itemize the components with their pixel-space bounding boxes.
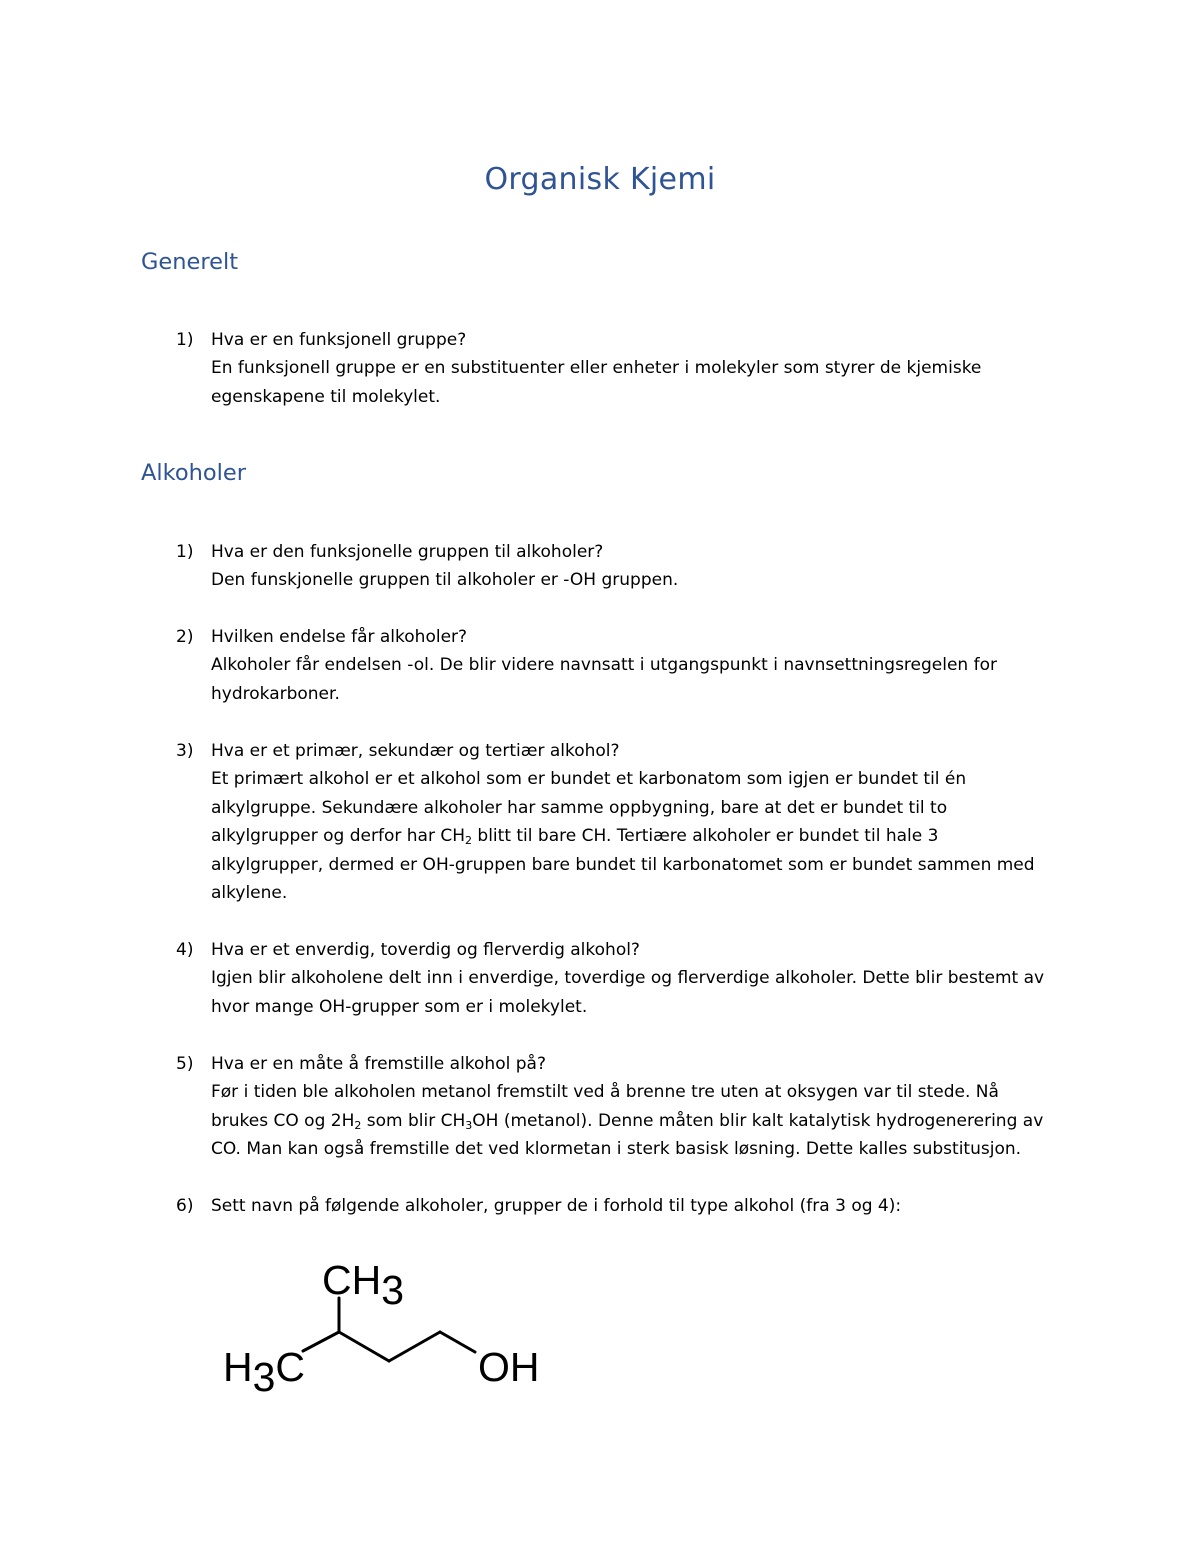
question-text: Hvilken endelse får alkoholer? — [211, 627, 468, 647]
answer-line: Alkoholer får endelsen -ol. De blir videre navnsatt i utgangspunkt i navnsettningsregelen for — [211, 655, 997, 676]
question-number: 2) — [176, 627, 194, 647]
question-block — [211, 326, 1081, 411]
question-number: 5) — [176, 1054, 194, 1074]
bond — [339, 1332, 389, 1361]
question-number: 1) — [176, 330, 194, 350]
question-block — [211, 737, 1081, 907]
bond — [389, 1332, 440, 1361]
question-text: Hva er en funksjonell gruppe? — [211, 330, 467, 350]
question-number: 4) — [176, 940, 194, 960]
answer-line: En funksjonell gruppe er en substituenter eller enheter i molekyler som styrer de kjemiske — [211, 358, 982, 379]
subscript: 3 — [465, 1118, 473, 1132]
hydroxyl-group-label: OH — [478, 1344, 540, 1390]
question-text: Hva er et primær, sekundær og tertiær alkohol? — [211, 741, 620, 761]
answer-line: alkylene. — [211, 883, 288, 904]
answer-line: Igjen blir alkoholene delt inn i enverdige, toverdige og flerverdige alkoholer. Dette blir bestemt av — [211, 968, 1045, 989]
text-run: blitt til bare CH. Tertiære alkoholer er bundet til hale 3 — [472, 826, 939, 847]
answer-line: Før i tiden ble alkoholen metanol fremstilt ved å brenne tre uten at oksygen var til stede. Nå — [211, 1082, 999, 1103]
text-run: som blir CH — [361, 1110, 466, 1131]
section-heading-generelt: Generelt — [141, 249, 239, 275]
answer-line: hydrokarboner. — [211, 683, 340, 704]
bond — [303, 1332, 339, 1351]
answer-line — [211, 1107, 1081, 1135]
question-block — [211, 623, 1081, 708]
question-text: Hva er en måte å fremstille alkohol på? — [211, 1054, 546, 1074]
document-title: Organisk Kjemi — [484, 162, 716, 197]
answer-line — [211, 822, 1081, 850]
question-block — [211, 1192, 1081, 1220]
answer-line: alkylgrupper, dermed er OH-gruppen bare bundet til karbonatomet som er bundet sammen med — [211, 854, 1035, 875]
text-run: brukes CO og 2H — [211, 1110, 355, 1131]
question-number: 6) — [176, 1196, 194, 1216]
section-heading-alkoholer: Alkoholer — [141, 460, 247, 486]
bond-oh — [440, 1332, 475, 1352]
question-text: Hva er et enverdig, toverdig og flerverdig alkohol? — [211, 940, 640, 960]
molecule-structure — [210, 1250, 570, 1400]
question-text: Hva er den funksjonelle gruppen til alkoholer? — [211, 542, 604, 562]
answer-line: Et primært alkohol er et alkohol som er bundet et karbonatom som igjen er bundet til én — [211, 769, 967, 790]
subscript: 2 — [354, 1118, 362, 1132]
subscript: 2 — [465, 834, 473, 848]
answer-line: CO. Man kan også fremstille det ved klormetan i sterk basisk løsning. Dette kalles substitusjon. — [211, 1139, 1022, 1160]
methyl-group-label: CH3 — [322, 1257, 405, 1313]
answer-line: Den funskjonelle gruppen til alkoholer er -OH gruppen. — [211, 570, 679, 591]
answer-line: hvor mange OH-grupper som er i molekylet. — [211, 996, 588, 1017]
question-block — [211, 538, 1081, 595]
text-run: OH (metanol). Denne måten blir kalt katalytisk hydrogenerering av — [472, 1110, 1044, 1131]
text-run: alkylgrupper og derfor har CH — [211, 826, 466, 847]
question-number: 1) — [176, 542, 194, 562]
answer-line: alkylgruppe. Sekundære alkoholer har samme oppbygning, bare at det er bundet til to — [211, 797, 948, 818]
question-block — [211, 936, 1081, 1021]
question-number: 3) — [176, 741, 194, 761]
answer-line: egenskapene til molekylet. — [211, 386, 441, 407]
question-block — [211, 1050, 1081, 1164]
question-text: Sett navn på følgende alkoholer, grupper de i forhold til type alkohol (fra 3 og 4): — [211, 1196, 902, 1216]
methyl-group-label: H3C — [223, 1344, 306, 1400]
